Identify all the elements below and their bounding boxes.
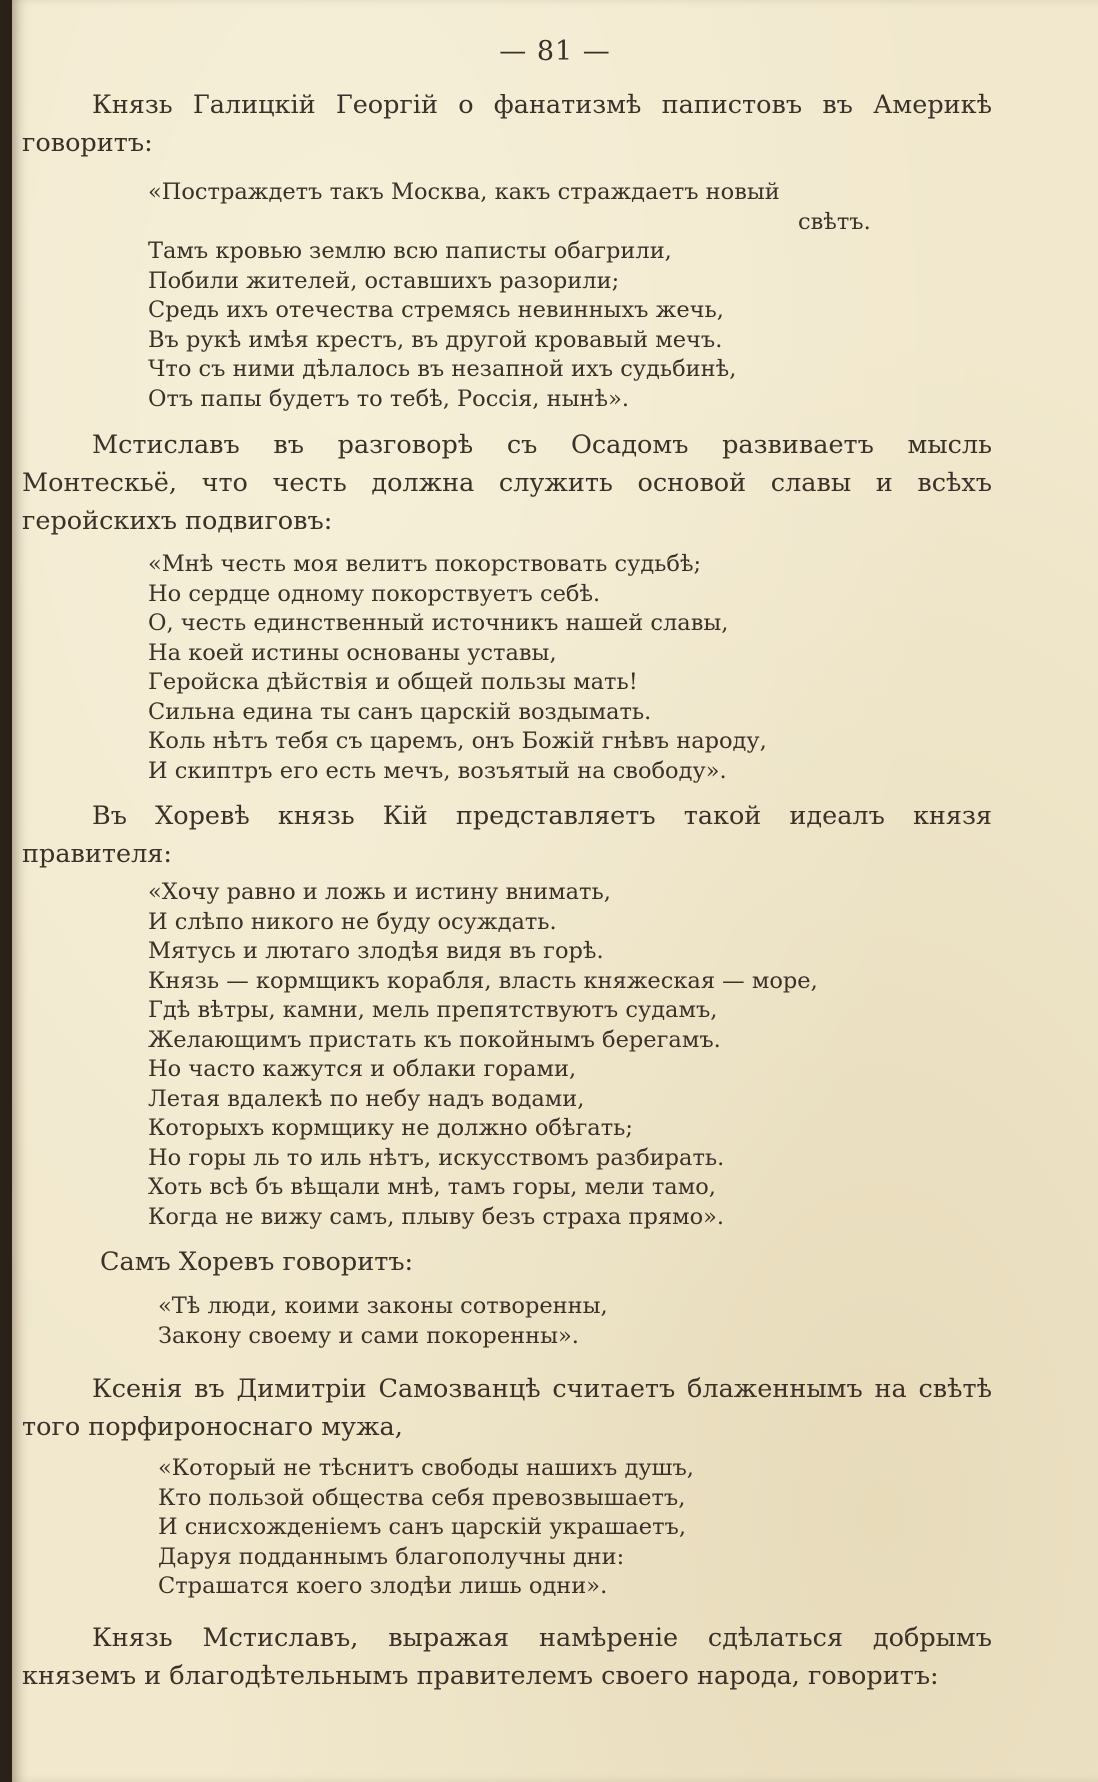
verse-line: Которыхъ кормщику не должно обѣгать; (148, 1115, 633, 1141)
verse-line: Побили жителей, оставшихъ разорили; (148, 267, 620, 294)
verse-line: И слѣпо никого не буду осуждать. (148, 908, 557, 935)
verse-line: «Хочу равно и ложь и истину внимать, (148, 879, 611, 905)
verse-line: Когда не вижу самъ, плыву безъ страха прямо». (148, 1203, 725, 1230)
verse-line: «Который не тѣснитъ свободы нашихъ душъ, (158, 1455, 694, 1481)
paragraph-khorev-kiy: Въ Хоревѣ князь Кій представляетъ такой идеалъ князя правителя: (22, 801, 992, 869)
verse-line: Но часто кажутся и облаки горами, (148, 1056, 577, 1082)
paragraph-ksenia: Ксенія въ Димитріи Самозванцѣ считаетъ блаженнымъ на свѣтѣ того порфироноснаго мужа, (22, 1374, 992, 1442)
verse-line: «Тѣ люди, коими законы сотворенны, (158, 1293, 608, 1319)
book-page (12, 0, 1098, 1782)
verse-line: Кто пользой общества себя превозвышаетъ, (158, 1484, 686, 1511)
verse-line: «Мнѣ честь моя велитъ покорствовать судьбѣ; (148, 551, 702, 577)
verse-line: О, честь единственный источникъ нашей славы, (148, 610, 729, 636)
verse-line: Страшатся коего злодѣи лишь одни». (158, 1573, 608, 1599)
verse-line: Даруя подданнымъ благополучны дни: (158, 1543, 625, 1570)
verse-blessed-husband (158, 1454, 694, 1602)
verse-line: Въ рукѣ имѣя крестъ, въ другой кровавый мечъ. (148, 326, 723, 353)
verse-line: Геройска дѣйствія и общей пользы мать! (148, 669, 638, 695)
verse-line: Тамъ кровью землю всю паписты обагрили, (148, 238, 672, 264)
verse-line: Что съ ними дѣлалось въ незапной ихъ судьбинѣ, (148, 356, 737, 382)
verse-line: свѣтъ. (798, 208, 871, 235)
verse-line: Летая вдалекѣ по небу надъ водами, (148, 1085, 585, 1112)
verse-line: И скиптръ его есть мечъ, возъятый на свободу». (148, 757, 727, 784)
page-number: — 81 — (499, 36, 611, 67)
verse-honor (148, 550, 767, 786)
verse-line: Хоть всѣ бъ вѣщали мнѣ, тамъ горы, мели тамо, (148, 1174, 716, 1200)
verse-line: Отъ папы будетъ то тебѣ, Россія, нынѣ». (148, 385, 629, 412)
verse-line: Князь — кормщикъ корабля, власть княжеская — море, (148, 967, 818, 994)
paragraph-mstislav-intent: Князь Мстиславъ, выражая намѣреніе сдѣлаться добрымъ княземъ и благодѣтельнымъ правителемъ своего народа, говоритъ: (22, 1623, 992, 1691)
verse-line: Гдѣ вѣтры, камни, мель препятствуютъ судамъ, (148, 997, 718, 1023)
verse-laws (158, 1292, 608, 1351)
paragraph-galician-prince: Князь Галицкій Георгій о фанатизмѣ папистовъ въ Америкѣ говоритъ: (22, 90, 992, 158)
verse-line: Желающимъ пристать къ покойнымъ берегамъ. (148, 1026, 721, 1053)
verse-line: И снисхожденіемъ санъ царскій украшаетъ, (158, 1514, 687, 1540)
verse-line: Коль нѣтъ тебя съ царемъ, онъ Божій гнѣвъ народу, (148, 728, 767, 754)
verse-helmsman (148, 878, 818, 1232)
paragraph-khorev-says: Самъ Хоревъ говоритъ: (100, 1247, 414, 1277)
verse-line: Средь ихъ отечества стремясь невинныхъ жечь, (148, 297, 724, 323)
verse-line: Мятусь и лютаго злодѣя видя въ горѣ. (148, 938, 604, 964)
verse-line: На коей истины основаны уставы, (148, 639, 557, 666)
verse-moscow (148, 178, 871, 414)
verse-line: Закону своему и сами покоренны». (158, 1322, 579, 1349)
verse-line: «Постраждетъ такъ Москва, какъ страждаетъ новый (148, 179, 780, 205)
paragraph-mstislav-honor: Мстиславъ въ разговорѣ съ Осадомъ развиваетъ мысль Монтескьё, что честь должна служить основой славы и всѣхъ геройскихъ подвиговъ: (22, 430, 992, 536)
verse-line: Но горы ль то иль нѣтъ, искусствомъ разбирать. (148, 1144, 725, 1171)
verse-line: Сильна едина ты санъ царскій воздымать. (148, 698, 652, 725)
verse-line: Но сердце одному покорствуетъ себѣ. (148, 580, 601, 607)
